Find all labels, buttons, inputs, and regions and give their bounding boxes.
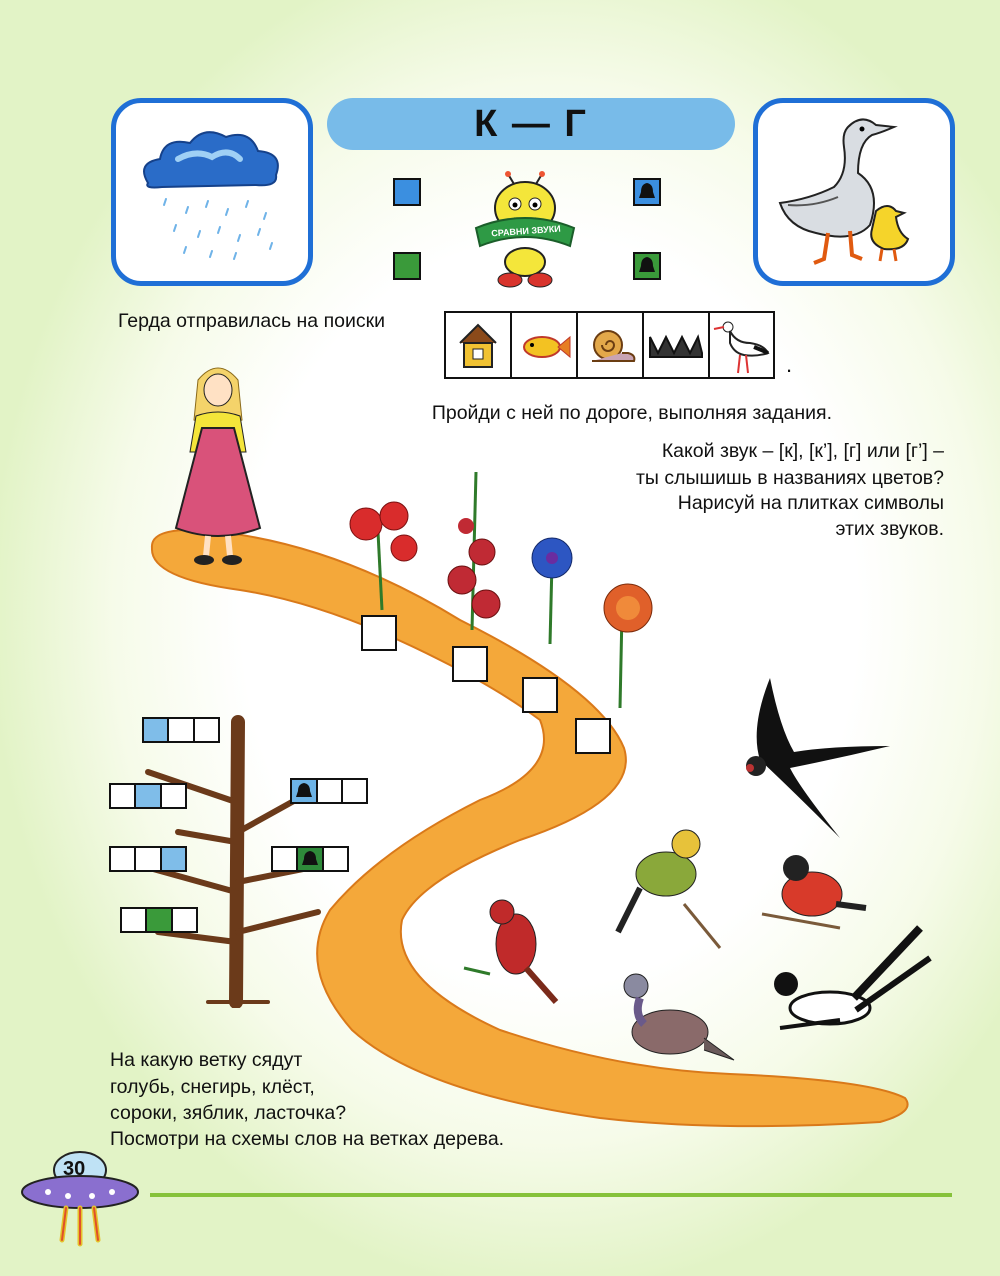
intro-text: Герда отправилась на поиски xyxy=(118,310,386,332)
poppy-flower xyxy=(350,502,417,610)
birds-group xyxy=(450,668,950,1088)
bell-icon xyxy=(298,848,322,870)
pigeon-bird xyxy=(624,974,734,1060)
branch-scheme-5[interactable] xyxy=(290,778,368,804)
gladiolus-flower xyxy=(448,472,500,630)
task-question-4: этих звуков. xyxy=(835,518,944,540)
road-tile-poppy[interactable] xyxy=(361,615,397,651)
branch-scheme-4[interactable] xyxy=(120,907,198,933)
bell-icon xyxy=(292,780,316,802)
rebus-period: . xyxy=(786,352,793,377)
task-question-3: Нарисуй на плитках символы xyxy=(677,492,944,514)
gerda-girl-illustration xyxy=(168,360,268,572)
swallow-bird xyxy=(746,678,890,838)
branch-scheme-1[interactable] xyxy=(142,717,220,743)
bottom-task-line-1: На какую ветку сядут xyxy=(110,1049,303,1071)
bottom-task-line-3: сороки, зяблик, ласточка? xyxy=(110,1102,347,1124)
task-question-2: ты слышишь в названиях цветов? xyxy=(635,467,944,489)
lesson-title: К — Г xyxy=(474,102,588,145)
footer-rule xyxy=(150,1193,952,1197)
cornflower-flower xyxy=(532,538,572,644)
task-line-1: Пройди с ней по дороге, выполняя задания. xyxy=(431,402,832,424)
branch-scheme-2[interactable] xyxy=(109,783,187,809)
chaffinch-bird xyxy=(618,830,720,948)
bottom-task-line-4: Посмотри на схемы слов на ветках дерева. xyxy=(110,1128,505,1150)
crossbill-bird xyxy=(464,900,556,1002)
branch-scheme-6[interactable] xyxy=(271,846,349,872)
page-number: 30 xyxy=(63,1158,86,1180)
task-question-1: Какой звук – [к], [к’], [г] или [г’] – xyxy=(661,440,944,462)
magpie-bird xyxy=(774,928,930,1028)
compare-sounds-badge: СРАВНИ ЗВУКИ xyxy=(490,223,562,239)
branch-scheme-3[interactable] xyxy=(109,846,187,872)
bullfinch-bird xyxy=(762,855,866,928)
bottom-task-line-2: голубь, снегирь, клёст, xyxy=(110,1076,315,1098)
